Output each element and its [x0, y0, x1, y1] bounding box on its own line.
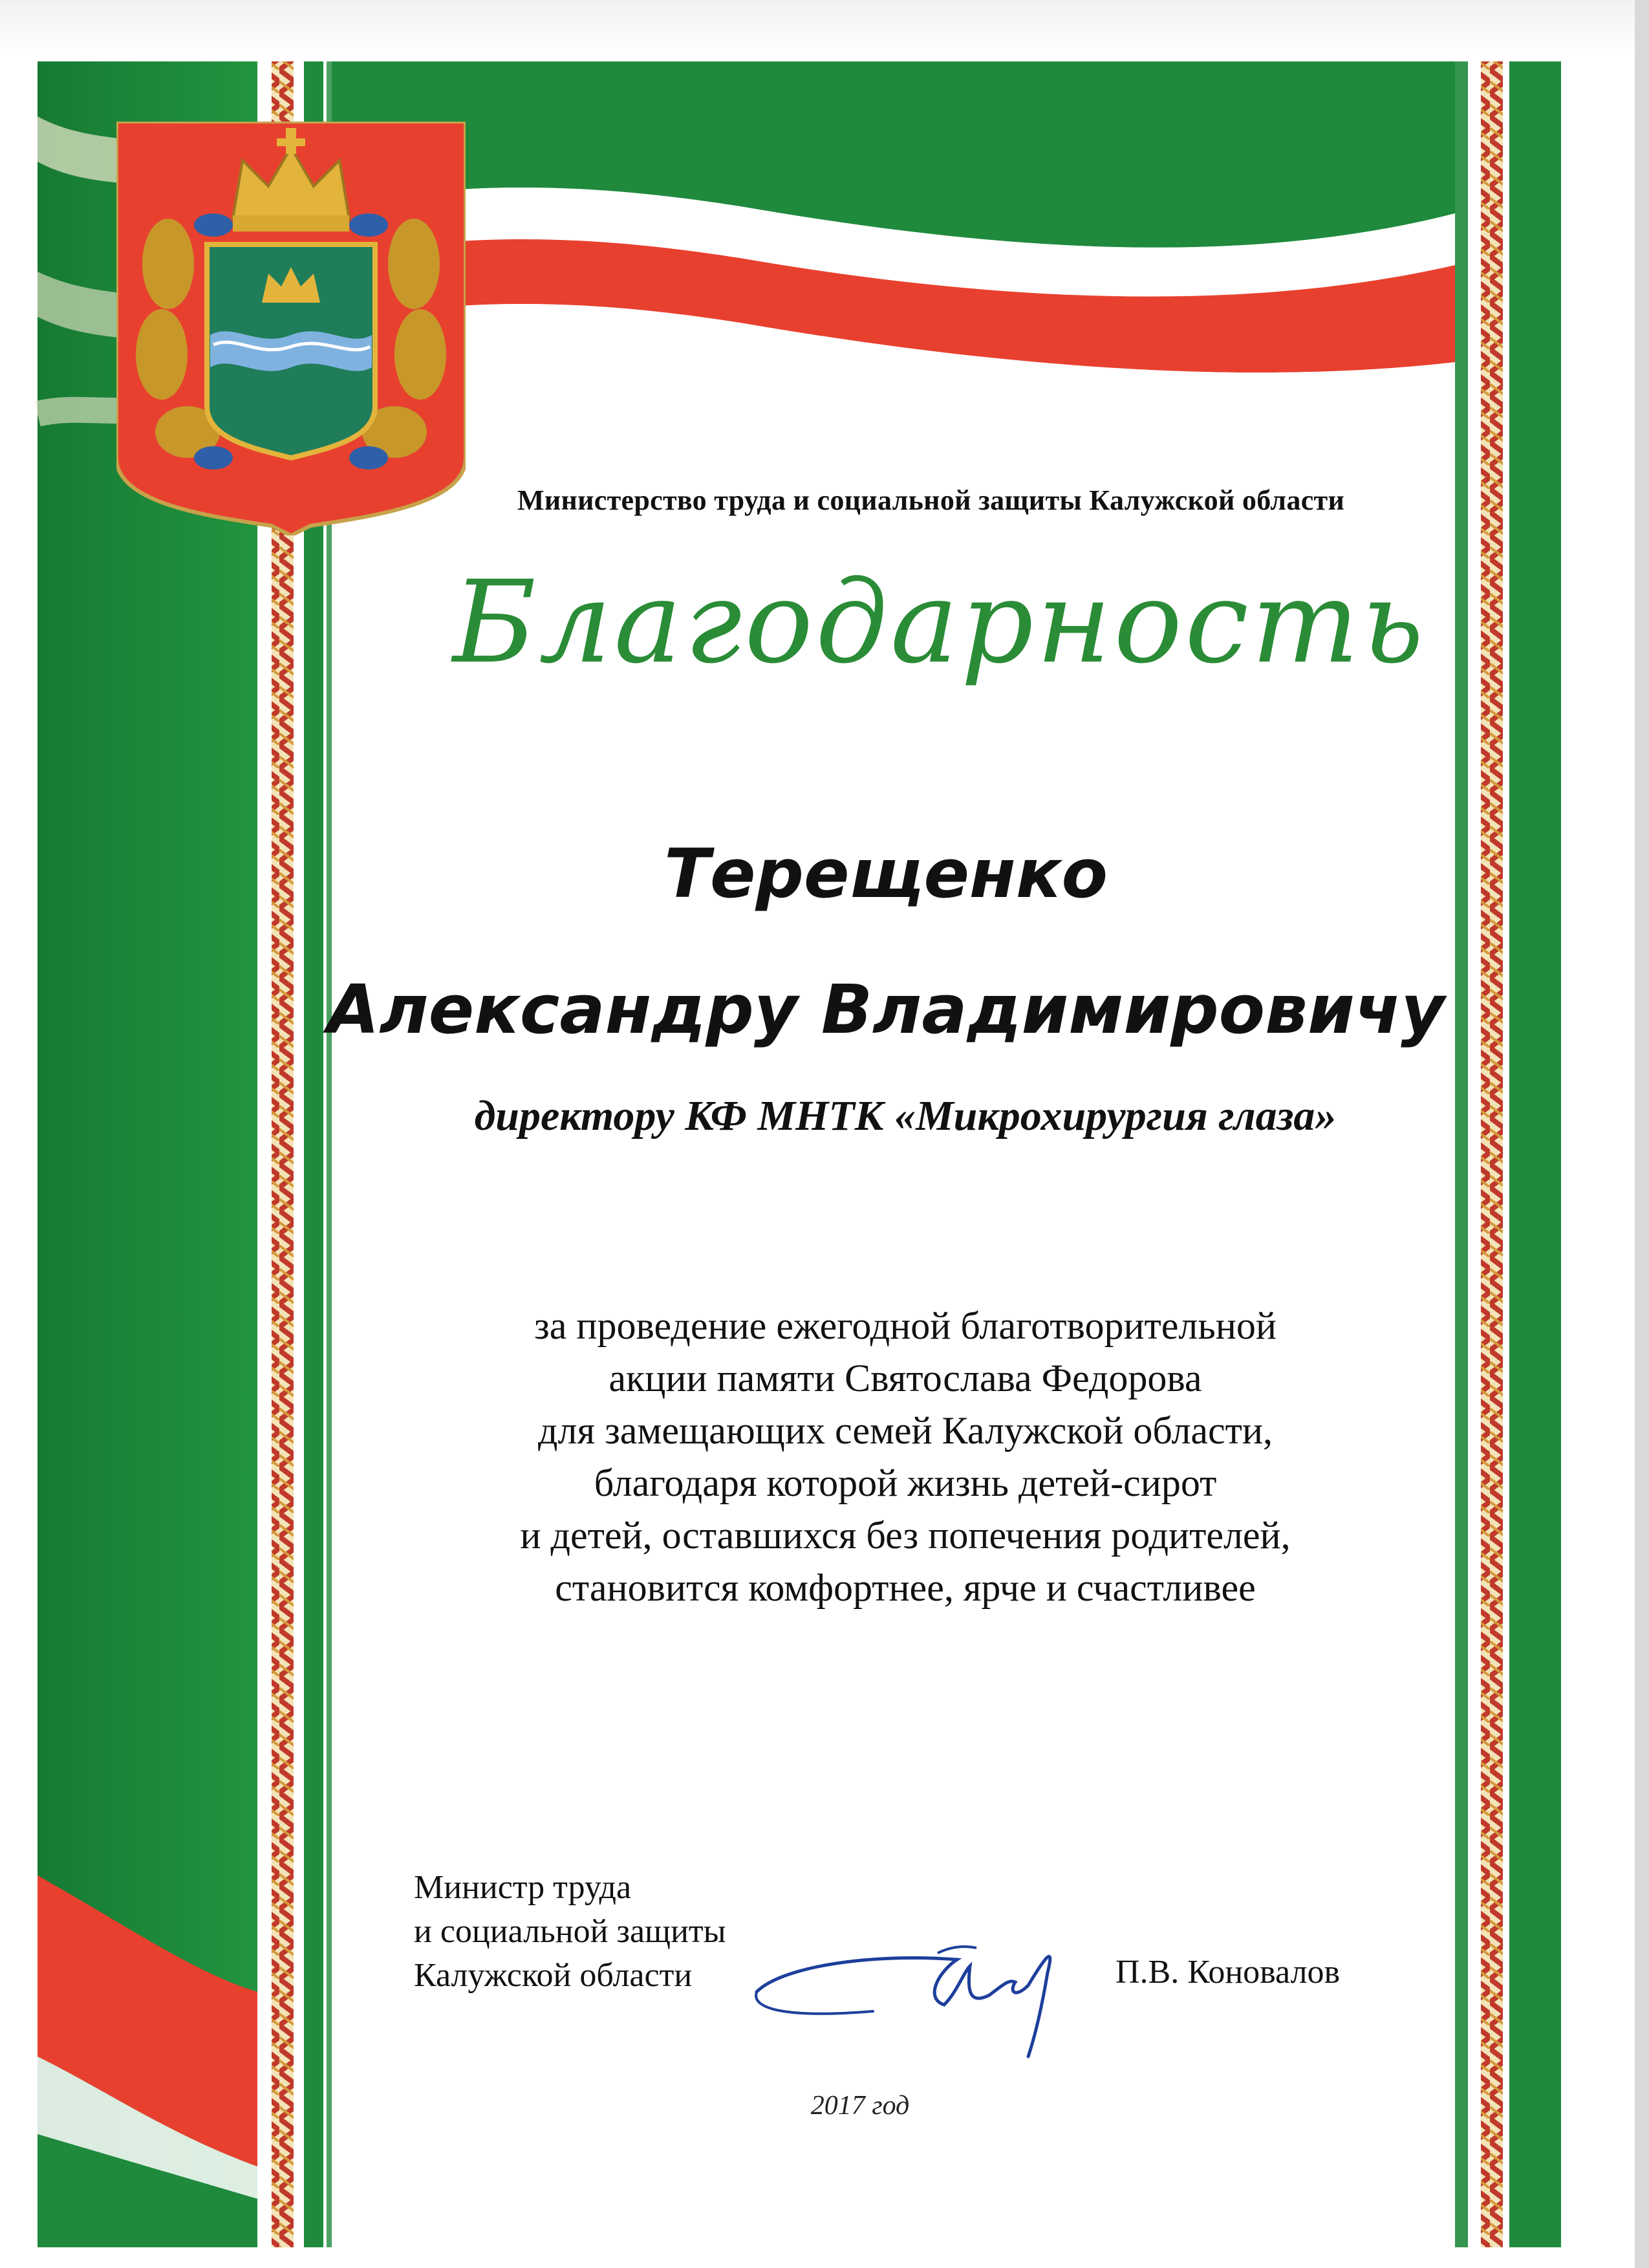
reason-line: акции памяти Святослава Федорова [609, 1357, 1202, 1399]
signatory-title-line: и социальной защиты [414, 1913, 726, 1950]
certificate-year: 2017 год [810, 2091, 910, 2121]
signatory-title-line: Калужской области [414, 1957, 693, 1994]
reason-line: за проведение ежегодной благотворительной [534, 1304, 1277, 1347]
signatory-name: П.В. Коновалов [1116, 1954, 1341, 1991]
reason-line: и детей, оставшихся без попечения родителей, [520, 1514, 1291, 1557]
reason-text [388, 1300, 1423, 1614]
handwritten-signature [744, 1908, 1132, 2069]
scan-edge [1635, 0, 1649, 2268]
reason-line: благодаря которой жизнь детей-сирот [594, 1462, 1217, 1504]
reason-line: становится комфортнее, ярче и счастливее [555, 1566, 1256, 1609]
recipient-position: директору КФ МНТК «Микрохирургия глаза» [474, 1092, 1337, 1139]
reason-line: для замещающих семей Калужской области, [538, 1409, 1273, 1452]
signatory-title-line: Министр труда [414, 1869, 632, 1906]
certificate-title: Благодарность [453, 556, 1427, 689]
coat-of-arms-emblem [116, 122, 466, 535]
recipient-name: Александру Владимировичу [327, 970, 1445, 1049]
recipient-surname: Терещенко [664, 834, 1108, 913]
ministry-header: Министерство труда и социальной защиты Калужской области [517, 484, 1345, 516]
